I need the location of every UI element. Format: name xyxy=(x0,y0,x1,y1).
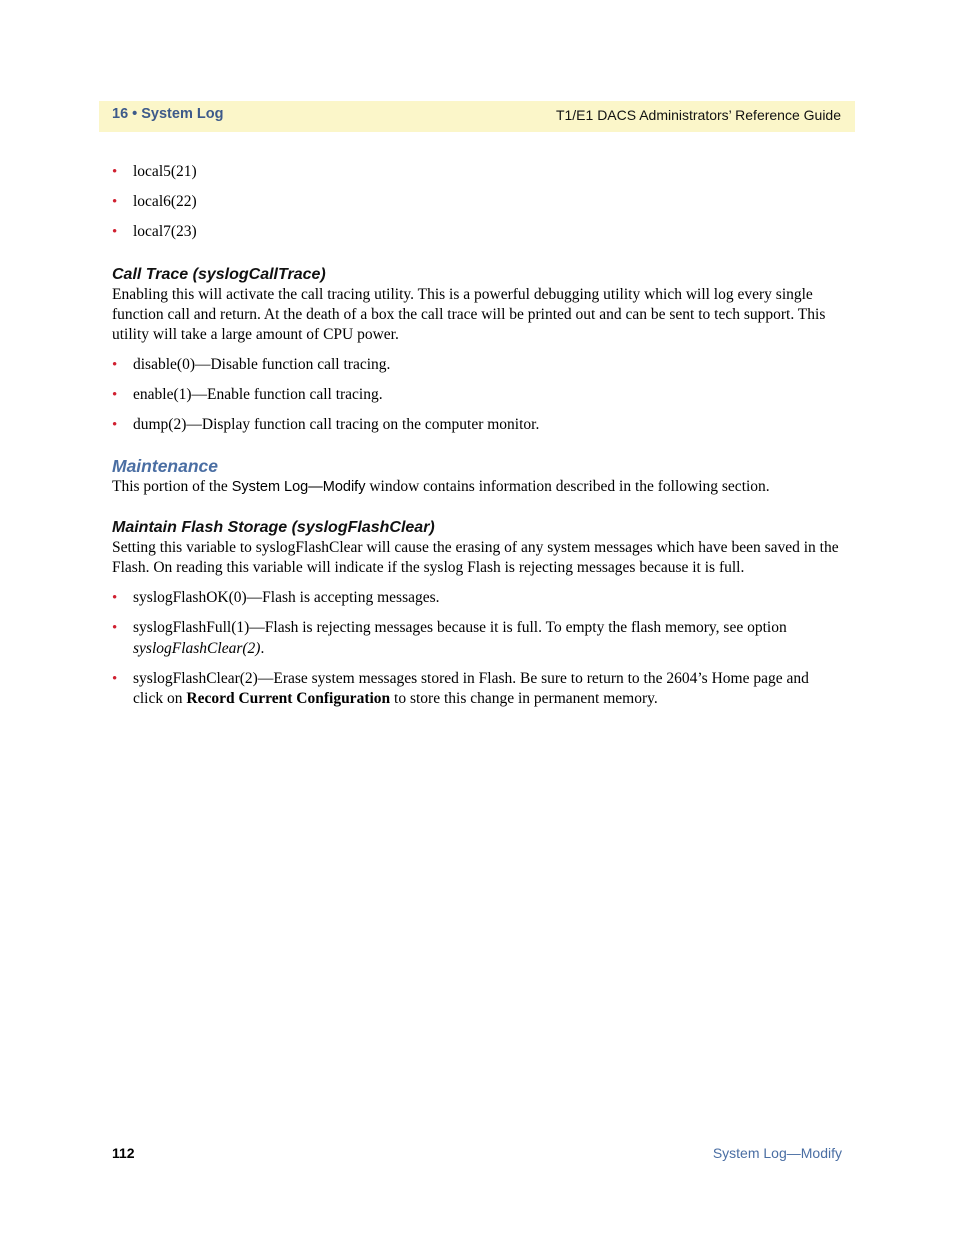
list-item xyxy=(112,192,842,213)
option-reference: syslogFlashClear(2) xyxy=(133,639,261,657)
window-name: System Log—Modify xyxy=(231,479,366,495)
bullet-icon: • xyxy=(112,620,118,636)
list-item xyxy=(112,415,842,436)
list-item-text: enable(1)—Enable function call tracing. xyxy=(133,385,383,403)
call-trace-options xyxy=(112,355,842,436)
bullet-icon: • xyxy=(112,590,118,606)
list-item xyxy=(112,618,842,659)
list-item xyxy=(112,669,842,710)
list-item xyxy=(112,588,842,609)
footer-section-title: System Log—Modify xyxy=(712,1145,842,1161)
maintenance-description xyxy=(112,477,842,497)
list-item xyxy=(112,222,842,243)
list-item-text: syslogFlashOK(0)—Flash is accepting messages. xyxy=(133,589,440,606)
bullet-icon: • xyxy=(112,416,118,433)
list-item-text: local5(21) xyxy=(133,163,197,180)
call-trace-description: Enabling this will activate the call tracing utility. This is a powerful debugging utility which will log every single function call and return. At the death of a box the call trace will be printed out and can be sent to tech support. This utility will take a large amount of CPU power. xyxy=(112,285,826,343)
header-chapter-title: 16 • System Log xyxy=(112,106,224,122)
maintenance-heading: Maintenance xyxy=(112,456,218,476)
page-body xyxy=(112,162,842,710)
page-number: 112 xyxy=(112,1145,135,1161)
running-header xyxy=(99,101,855,132)
list-item-end: . xyxy=(260,639,265,657)
bullet-icon: • xyxy=(112,386,118,403)
bullet-icon: • xyxy=(112,356,118,373)
list-item-text: disable(0)—Disable function call tracing. xyxy=(133,355,391,373)
list-item xyxy=(112,162,842,183)
list-item-text: syslogFlashFull(1)—Flash is rejecting messages because it is full. To empty the flash memory, see option xyxy=(133,619,787,636)
list-item xyxy=(112,355,842,376)
list-item-text: local7(23) xyxy=(133,223,197,240)
list-item-end: to store this change in permanent memory. xyxy=(390,690,658,707)
flash-storage-options xyxy=(112,588,842,710)
facility-list xyxy=(112,162,842,243)
record-config-label: Record Current Configuration xyxy=(186,690,391,707)
list-item xyxy=(112,385,842,406)
flash-storage-heading: Maintain Flash Storage (syslogFlashClear) xyxy=(112,519,435,536)
bullet-icon: • xyxy=(112,670,118,687)
list-item-text: syslogFlashClear(2)—Erase system messages stored in Flash. Be sure to return to the 2604’s Home page and click on xyxy=(133,669,809,707)
header-guide-title: T1/E1 DACS Administrators’ Reference Guide xyxy=(555,107,841,123)
maintenance-text-start: This portion of the xyxy=(112,478,232,495)
list-item-text: dump(2)—Display function call tracing on the computer monitor. xyxy=(133,415,540,433)
flash-storage-description: Setting this variable to syslogFlashClear will cause the erasing of any system messages which have been saved in the Flash. On reading this variable will indicate if the syslog Flash is rejecting messages because it is full. xyxy=(112,539,839,576)
bullet-icon: • xyxy=(112,164,118,180)
call-trace-heading: Call Trace (syslogCallTrace) xyxy=(112,265,326,283)
list-item-text: local6(22) xyxy=(133,193,197,210)
bullet-icon: • xyxy=(112,224,118,240)
bullet-icon: • xyxy=(112,194,118,210)
maintenance-text-end: window contains information described in the following section. xyxy=(365,478,770,495)
